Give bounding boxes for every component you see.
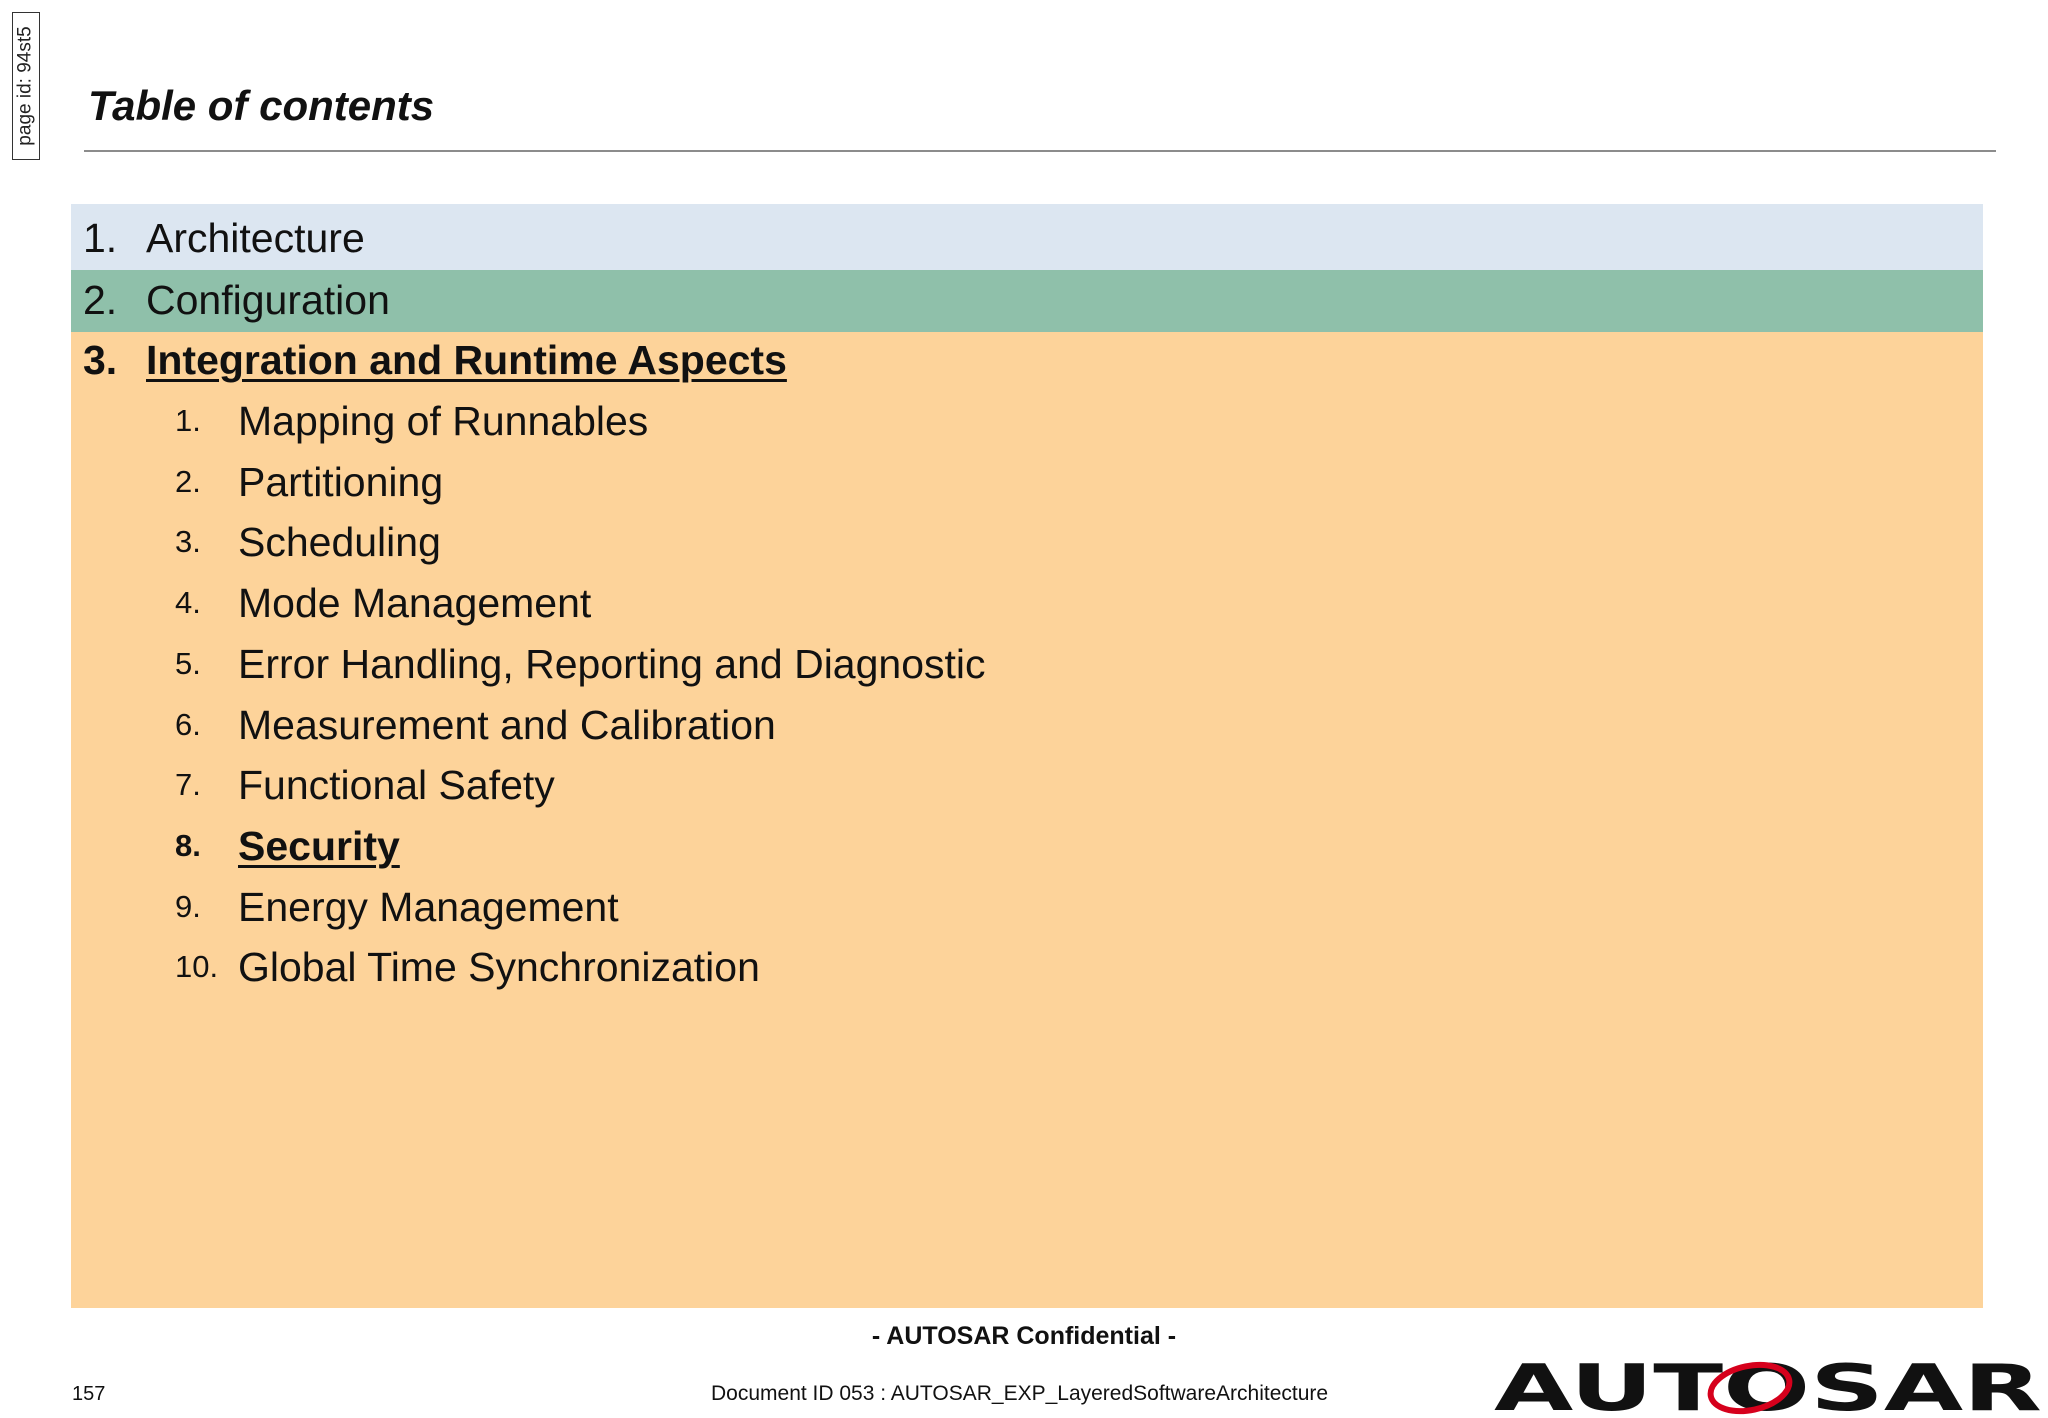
- toc-item-label: Architecture: [146, 215, 365, 261]
- toc-subitem-number: 1.: [175, 403, 201, 438]
- toc-subitem-number: 10.: [175, 949, 219, 984]
- page-number: 157: [72, 1383, 106, 1405]
- page-id-box: [12, 12, 40, 160]
- toc-subitem-label: Security: [238, 823, 400, 869]
- toc-subitem-number: 5.: [175, 646, 201, 681]
- autosar-logo: [1494, 1354, 2042, 1416]
- toc-subitem-number: 4.: [175, 585, 201, 620]
- toc-subitem-number: 9.: [175, 889, 201, 924]
- document-id: Document ID 053 : AUTOSAR_EXP_LayeredSoftwareArchitecture: [711, 1382, 1329, 1405]
- toc-subitem-label: Error Handling, Reporting and Diagnostic: [238, 641, 986, 687]
- toc-item-label: Integration and Runtime Aspects: [146, 337, 787, 383]
- toc-subitem-label: Mapping of Runnables: [238, 398, 649, 444]
- toc-subitem-label: Scheduling: [238, 519, 441, 565]
- title-divider: [84, 150, 1996, 152]
- page-title: Table of contents: [88, 82, 435, 129]
- toc-item-number: 3.: [83, 337, 118, 383]
- toc-item-label: Configuration: [146, 277, 390, 323]
- toc-subitem-label: Mode Management: [238, 580, 592, 626]
- toc-subitem-number: 2.: [175, 464, 201, 499]
- toc-item-number: 1.: [83, 215, 118, 261]
- table-of-contents: [71, 204, 1983, 1308]
- toc-subitem-number: 3.: [175, 524, 201, 559]
- toc-subitem-label: Partitioning: [238, 459, 444, 505]
- toc-item-number: 2.: [83, 277, 118, 323]
- confidential-notice: - AUTOSAR Confidential -: [871, 1322, 1177, 1350]
- toc-subitem-label: Energy Management: [238, 884, 619, 930]
- page-id-label: page id: 94st5: [15, 26, 36, 146]
- toc-subitem-number: 6.: [175, 707, 201, 742]
- toc-subitem-number: 7.: [175, 767, 201, 802]
- toc-subitem-number: 8.: [175, 828, 201, 863]
- toc-subitem-label: Measurement and Calibration: [238, 702, 776, 748]
- toc-subitem-label: Global Time Synchronization: [238, 944, 760, 990]
- toc-subitem-label: Functional Safety: [238, 762, 555, 808]
- autosar-logo-text: AUTOSAR: [1494, 1354, 2042, 1416]
